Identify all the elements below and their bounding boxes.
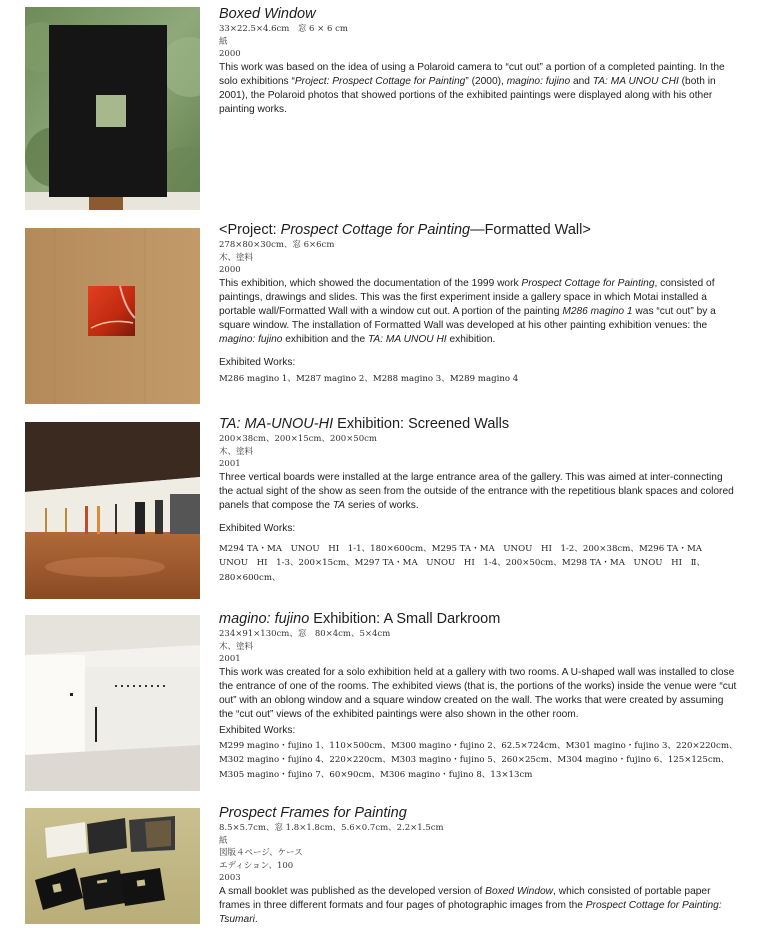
description-segment: Three vertical boards were installed at the large entrance area of the gallery. This was aimed at inter-connecting the actual sight of the show as seen from the outside of the entrance with the repetitious blank spaces and colored panels that compose the [219,471,734,511]
entry-dimensions: 200×38cm、200×15cm、200×50cm [219,434,377,444]
description-italic-segment: TA [332,499,346,511]
photo-prospect-frames [25,808,200,924]
description-segment: ” (2000), [465,75,507,87]
description-italic-segment: Prospect Cottage for Painting [521,277,655,289]
entry-dimensions: 33×22.5×4.6cm 窓 6 × 6 cm [219,24,348,34]
description-segment: exhibition. [446,333,496,345]
entry-dimensions: 8.5×5.7cm、窓 1.8×1.8cm、5.6×0.7cm、2.2×1.5cm [219,823,444,833]
description-segment: and [570,75,593,87]
exhibited-works-list: M294 TA・MA UNOU HI 1-1、180×600cm、M295 TA・MA UNOU HI 1-2、200×38cm、M296 TA・MA UNOU HI 1-3、200×15cm、M297 TA・MA UNOU HI 1-4、200×50cm、M298 TA・MA UNOU HI Ⅱ、280×600cm、 [219,543,711,583]
exhibited-works-list: M299 magino・fujino 1、110×500cm、M300 magino・fujino 2、62.5×724cm、M301 magino・fujino 3、220×220cm、M302 magino・fujino 4、220×220cm、M303 magino・fujino 5、260×25cm、M304 magino・fujino 6、125×125cm、M305 magino・fujino 7、60×90cm、M306 magino・fujino 8、13×13cm [219,740,738,780]
photo-screened-walls [25,422,200,599]
description-segment: This work was created for a solo exhibition held at a gallery with two rooms. A U-shaped wall was installed to close the entrance of one of the rooms. The exhibited views (that is, the portions of the works) inside the venue were “cut out” with an oblong window and a square window created on the wall. The works that were created by assuming the “cut out” views of the exhibited paintings were also shown in the other room. [219,666,737,720]
entry-title: Prospect Frames for Painting [219,805,407,821]
entry-year: 2000 [219,265,241,275]
description-segment: , consisted of paintings, drawings and slides. This was the first experiment inside a gallery space in which Motai installed a portable wall/Formatted Wall with a window cut out. A portion of the painting [219,277,715,317]
description-segment: series of works. [345,499,419,511]
entry-description [219,885,739,927]
entry-material: 木、塗料 [219,446,254,457]
description-italic-segment: magino: fujino [219,333,283,345]
exhibited-works-list: M286 magino 1、M287 magino 2、M288 magino 3、M289 magino 4 [219,373,519,384]
entry-dimensions: 278×80×30cm、窓 6×6cm [219,240,335,250]
entry-title: magino: fujino Exhibition: A Small Darkroom [219,611,501,627]
entry-extra: 図版４ページ、ケース [219,848,303,858]
entry-title: TA: MA-UNOU-HI Exhibition: Screened Walls [219,416,510,432]
entry-description [219,61,739,117]
description-italic-segment: M286 magino 1 [562,305,633,317]
description-segment: was “cut out” by a square window. The installation of Formatted Wall was developed at his other painting exhibition venues: the [219,305,716,331]
description-italic-segment: TA: MA UNOU CHI [592,75,679,87]
entry-material: 紙 [219,835,228,846]
entry-description [219,666,739,722]
description-italic-segment: Project: Prospect Cottage for Painting [294,75,466,87]
entry-edition: エディション、100 [219,860,294,871]
entry-year: 2000 [219,49,241,59]
description-segment: This work was based on the idea of using a Polaroid camera to “cut out” a portion of a completed painting. In the solo exhibitions “ [219,61,725,87]
description-segment: (both in 2001), the Polaroid photos that showed portions of the exhibited paintings were displayed along with his other painting works. [219,75,716,115]
description-segment: A small booklet was published as the developed version of [219,885,486,897]
description-italic-segment: magino: fujino [506,75,571,87]
description-segment: . [254,913,258,925]
description-segment: This exhibition, which showed the documentation of the 1999 work [219,277,522,289]
exhibited-works-label: Exhibited Works: [219,522,296,534]
photo-formatted-wall [25,228,200,404]
entry-title: <Project: Prospect Cottage for Painting—Formatted Wall> [219,222,591,238]
exhibited-works-label: Exhibited Works: [219,356,296,368]
entry-description [219,471,739,513]
entry-material: 木、塗料 [219,641,254,652]
entry-year: 2003 [219,873,241,883]
description-italic-segment: Prospect Cottage for Painting: Tsumari [219,899,722,925]
entry-material: 紙 [219,36,228,47]
description-segment: , which consisted of portable paper frames in three different formats and four pages of photographic images from the [219,885,711,911]
entry-material: 木、塗料 [219,252,254,263]
photo-boxed-window [25,7,200,210]
description-italic-segment: Boxed Window [485,885,554,897]
photo-small-darkroom [25,615,200,791]
description-italic-segment: TA: MA UNOU HI [367,333,447,345]
entry-dimensions: 234×91×130cm、窓 80×4cm、5×4cm [219,629,391,639]
description-segment: exhibition and the [282,333,368,345]
entry-year: 2001 [219,459,241,469]
entry-title: Boxed Window [219,6,316,22]
exhibited-works-label: Exhibited Works: [219,724,296,736]
entry-description [219,277,739,347]
entry-year: 2001 [219,654,241,664]
